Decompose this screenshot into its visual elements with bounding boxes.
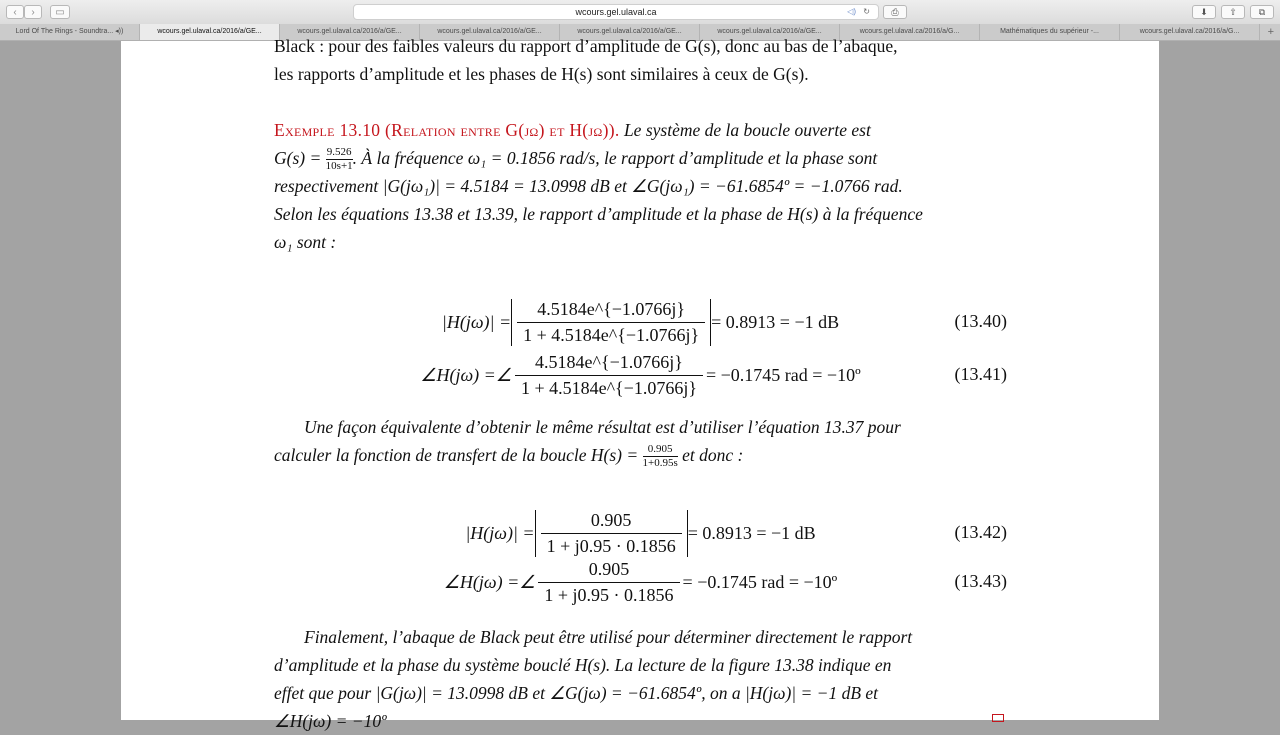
tab-item[interactable]: Lord Of The Rings - Soundtra... ◂)) <box>0 24 140 40</box>
speaker-icon[interactable]: ◂)) <box>115 28 124 35</box>
forward-button[interactable]: › <box>24 5 42 19</box>
equation-13-40: |H(jω)| = $\frac{4.5184e\^{}\{-1.0766j\}}{1 + 4.5184e\^{}\{-1.0766j\}}$ = 0.8913 = −1 dB (13.40) <box>441 298 1007 345</box>
equation-13-43: ∠H(jω) =∠ $\frac{0.905}{1 + j0.95 \cdot 0.1856}$ = −0.1745 rad = −10º (13.43) <box>443 558 1007 605</box>
gs-fraction: $\frac{9.526}{10s+1}$ <box>325 146 353 173</box>
print-button[interactable]: ⎙ <box>883 5 907 19</box>
downloads-button[interactable]: ⬇ <box>1192 5 1216 19</box>
tab-item[interactable]: wcours.gel.ulaval.ca/2016/a/GE... <box>560 24 700 40</box>
tabs-overview-button[interactable]: ⧉ <box>1250 5 1274 19</box>
equation-13-42: |H(jω)| = $\frac{0.905}{1 + j0.95 \cdot 0.1856}$ = 0.8913 = −1 dB (13.42) <box>465 509 1007 556</box>
tab-item[interactable]: Mathématiques du supérieur -... <box>980 24 1120 40</box>
intro-line: les rapports d’amplitude et les phases de H(s) sont similaires à ceux de G(s). <box>274 64 809 84</box>
paragraph-line: ∠H(jω) = −10º <box>274 711 387 731</box>
hs-fraction: $\frac{0.905}{1+0.95s}$ <box>642 443 678 470</box>
equation-13-41: ∠H(jω) =∠ $\frac{4.5184e\^{}\{-1.0766j\}}{1 + 4.5184e\^{}\{-1.0766j\}}$ = −0.1745 rad = −10º (13.41) <box>420 351 1007 398</box>
address-text: wcours.gel.ulaval.ca <box>575 7 657 17</box>
tab-item-active[interactable]: wcours.gel.ulaval.ca/2016/a/GE... <box>140 24 280 40</box>
tab-item[interactable]: wcours.gel.ulaval.ca/2016/a/GE... <box>280 24 420 40</box>
paragraph-line: calculer la fonction de transfert de la boucle H(s) = $\frac{0.905}{1+0.95s}$ et donc : <box>274 443 744 470</box>
sidebar-toggle-icon[interactable]: ▭ <box>50 5 70 19</box>
example-line: respectivement |G(jω₁)| = 4.5184 = 13.0998 dB et ∠G(jω₁) = −61.6854º = −1.0766 rad. <box>274 176 903 196</box>
back-button[interactable]: ‹ <box>6 5 24 19</box>
tab-item[interactable]: wcours.gel.ulaval.ca/2016/a/G... <box>1120 24 1260 40</box>
new-tab-button[interactable]: + <box>1267 26 1274 38</box>
intro-line: Black : pour des faibles valeurs du rapport d’amplitude de G(s), donc au bas de l’abaque, <box>274 36 898 56</box>
tab-item[interactable]: wcours.gel.ulaval.ca/2016/a/G... <box>840 24 980 40</box>
example-line: Exemple 13.10 (Relation entre G(jω) et H(jω)). Le système de la boucle ouverte est <box>274 120 871 140</box>
reload-icon[interactable]: ↻ <box>863 7 870 16</box>
paragraph-line: Une façon équivalente d’obtenir le même résultat est d’utiliser l’équation 13.37 pour <box>304 417 901 437</box>
paragraph-line: d’amplitude et la phase du système bouclé H(s). La lecture de la figure 13.38 indique en <box>274 655 892 675</box>
address-bar[interactable] <box>353 4 879 20</box>
tab-item[interactable]: wcours.gel.ulaval.ca/2016/a/GE... <box>700 24 840 40</box>
example-line: Selon les équations 13.38 et 13.39, le rapport d’amplitude et la phase de H(s) à la fréquence <box>274 204 923 224</box>
document-page <box>121 36 1159 731</box>
browser-toolbar <box>0 0 1280 25</box>
paragraph-line: Finalement, l’abaque de Black peut être utilisé pour déterminer directement le rapport <box>304 627 913 647</box>
end-of-example-icon <box>992 714 1004 722</box>
share-button[interactable]: ⇧ <box>1221 5 1245 19</box>
paragraph-line: effet que pour |G(jω)| = 13.0998 dB et ∠G(jω) = −61.6854º, on a |H(jω)| = −1 dB et <box>274 683 879 703</box>
audio-icon[interactable]: ◁) <box>847 7 856 16</box>
tab-item[interactable]: wcours.gel.ulaval.ca/2016/a/GE... <box>420 24 560 40</box>
example-label: Exemple 13.10 (Relation entre G(jω) et H(jω)). <box>274 120 620 140</box>
example-line: ω₁ sont : <box>274 232 337 252</box>
example-line: G(s) = $\frac{9.526}{10s+1}$ . À la fréquence ω₁ = 0.1856 rad/s, le rapport d’amplitude et la phase sont <box>274 146 878 173</box>
